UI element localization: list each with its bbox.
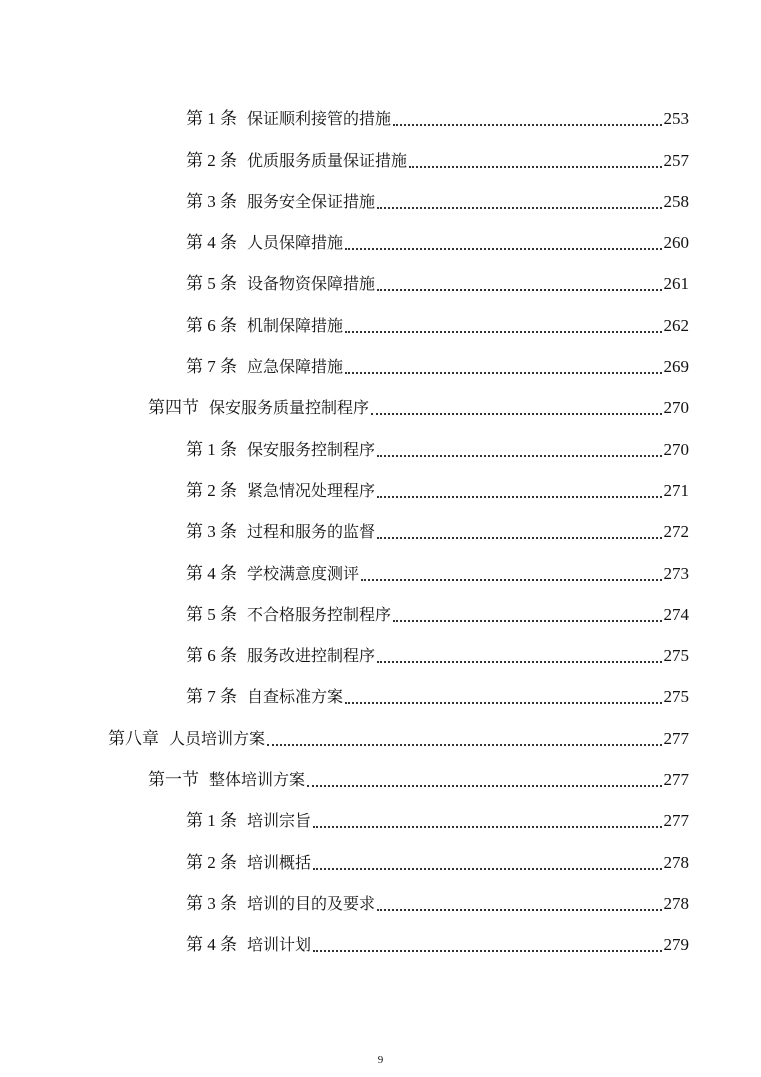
toc-entry-page: 270: [663, 439, 689, 459]
toc-entry-number: 第 4 条: [186, 563, 237, 583]
toc-entry[interactable]: [0, 875, 761, 916]
toc-entry-title: 优质服务质量保证措施: [247, 150, 408, 170]
toc-entry[interactable]: [0, 214, 761, 255]
toc-entry-page: 258: [663, 191, 689, 211]
toc-entry-page: 274: [663, 604, 689, 624]
toc-entry-title: 过程和服务的监督: [247, 522, 376, 542]
toc-entry-title: 培训计划: [247, 935, 312, 955]
toc-entry-number: 第 4 条: [186, 935, 237, 955]
toc-entry-number: 第 6 条: [186, 315, 237, 335]
toc-entry[interactable]: [0, 709, 761, 750]
toc-entry-page: 257: [663, 150, 689, 170]
toc-entry-page: 275: [663, 646, 689, 666]
toc-entry-page: 261: [663, 274, 689, 294]
toc-entry-title: 保安服务控制程序: [247, 439, 376, 459]
toc-entry-title: 设备物资保障措施: [247, 274, 376, 294]
toc-entry-line: [186, 603, 689, 627]
footer-page-number: 9: [377, 1054, 384, 1066]
toc-entry-line: [148, 768, 689, 792]
toc-entry-number: 第 5 条: [186, 604, 237, 624]
toc-dot-leader: [377, 289, 661, 291]
toc-entry-page: 277: [663, 770, 689, 790]
toc-entry-number: 第 7 条: [186, 357, 237, 377]
toc-entry-line: [186, 685, 689, 709]
toc-entry-line: [186, 644, 689, 668]
toc-entry-line: [186, 438, 689, 462]
toc-entry-line: [186, 107, 689, 131]
toc-entry[interactable]: [0, 296, 761, 337]
toc-entry-page: 278: [663, 893, 689, 913]
toc-entry-line: [186, 231, 689, 255]
toc-entry[interactable]: [0, 173, 761, 214]
toc-entry[interactable]: [0, 586, 761, 627]
toc-entry[interactable]: [0, 379, 761, 420]
toc-entry-number: 第 3 条: [186, 893, 237, 913]
toc-entry[interactable]: [0, 833, 761, 874]
toc-entry-title: 培训宗旨: [247, 811, 312, 831]
toc-entry-line: [186, 562, 689, 586]
toc-dot-leader: [377, 661, 661, 663]
toc-entry-page: 277: [663, 728, 689, 748]
table-of-contents: [0, 90, 761, 957]
toc-entry-title: 整体培训方案: [209, 770, 306, 790]
toc-entry[interactable]: [0, 338, 761, 379]
toc-entry-number: 第 2 条: [186, 480, 237, 500]
toc-dot-leader: [313, 950, 661, 952]
toc-entry-number: 第 1 条: [186, 439, 237, 459]
toc-entry-line: [148, 396, 689, 420]
toc-entry-line: [186, 520, 689, 544]
toc-entry-title: 紧急情况处理程序: [247, 480, 376, 500]
toc-dot-leader: [377, 455, 661, 457]
toc-entry-title: 服务安全保证措施: [247, 191, 376, 211]
toc-entry-title: 机制保障措施: [247, 315, 344, 335]
toc-entry-title: 服务改进控制程序: [247, 646, 376, 666]
toc-entry-number: 第 6 条: [186, 646, 237, 666]
toc-entry-line: [186, 851, 689, 875]
toc-entry-line: [186, 314, 689, 338]
toc-entry-title: 不合格服务控制程序: [247, 604, 392, 624]
toc-entry-title: 应急保障措施: [247, 357, 344, 377]
toc-entry-number: 第 2 条: [186, 852, 237, 872]
toc-entry-page: 269: [663, 357, 689, 377]
toc-entry-number: 第 1 条: [186, 109, 237, 129]
toc-entry-page: 275: [663, 687, 689, 707]
toc-entry-number: 第一节: [148, 770, 199, 790]
toc-entry-title: 自查标准方案: [247, 687, 344, 707]
toc-dot-leader: [345, 702, 661, 704]
toc-dot-leader: [371, 413, 661, 415]
toc-dot-leader: [345, 331, 661, 333]
toc-entry[interactable]: [0, 751, 761, 792]
toc-entry-number: 第 2 条: [186, 150, 237, 170]
toc-dot-leader: [345, 372, 661, 374]
toc-entry-line: [186, 809, 689, 833]
toc-entry-line: [186, 892, 689, 916]
toc-dot-leader: [267, 744, 661, 746]
toc-dot-leader: [409, 166, 661, 168]
toc-dot-leader: [393, 620, 661, 622]
toc-dot-leader: [377, 496, 661, 498]
toc-dot-leader: [361, 579, 661, 581]
toc-entry-title: 培训的目的及要求: [247, 893, 376, 913]
toc-entry-line: [186, 355, 689, 379]
toc-entry[interactable]: [0, 627, 761, 668]
toc-dot-leader: [313, 826, 661, 828]
toc-entry-number: 第 5 条: [186, 274, 237, 294]
toc-dot-leader: [345, 248, 661, 250]
toc-entry[interactable]: [0, 792, 761, 833]
toc-entry-line: [186, 272, 689, 296]
toc-entry[interactable]: [0, 916, 761, 957]
toc-entry-title: 培训概括: [247, 852, 312, 872]
toc-entry-page: 270: [663, 398, 689, 418]
toc-entry-title: 保证顺利接管的措施: [247, 109, 392, 129]
toc-entry-title: 人员培训方案: [169, 728, 266, 748]
toc-entry[interactable]: [0, 503, 761, 544]
toc-entry-page: 262: [663, 315, 689, 335]
toc-entry-page: 253: [663, 109, 689, 129]
toc-entry-page: 277: [663, 811, 689, 831]
toc-entry-line: [186, 479, 689, 503]
toc-entry-number: 第四节: [148, 398, 199, 418]
toc-entry-line: [186, 149, 689, 173]
toc-entry-number: 第 4 条: [186, 233, 237, 253]
toc-entry-title: 保安服务质量控制程序: [209, 398, 370, 418]
toc-entry-title: 人员保障措施: [247, 233, 344, 253]
toc-dot-leader: [393, 124, 661, 126]
toc-dot-leader: [377, 537, 661, 539]
toc-entry-line: [186, 933, 689, 957]
toc-entry-page: 278: [663, 852, 689, 872]
toc-entry-line: [108, 727, 689, 751]
toc-entry[interactable]: [0, 420, 761, 461]
toc-entry[interactable]: [0, 462, 761, 503]
toc-entry-page: 279: [663, 935, 689, 955]
toc-entry-number: 第 7 条: [186, 687, 237, 707]
toc-entry-number: 第 3 条: [186, 522, 237, 542]
toc-entry-number: 第 1 条: [186, 811, 237, 831]
toc-entry-number: 第 3 条: [186, 191, 237, 211]
toc-dot-leader: [377, 207, 661, 209]
toc-dot-leader: [313, 868, 661, 870]
toc-entry-page: 271: [663, 480, 689, 500]
toc-entry-title: 学校满意度测评: [247, 563, 360, 583]
toc-dot-leader: [377, 909, 661, 911]
toc-entry-page: 272: [663, 522, 689, 542]
toc-entry-page: 260: [663, 233, 689, 253]
toc-entry[interactable]: [0, 90, 761, 131]
toc-entry-page: 273: [663, 563, 689, 583]
toc-entry[interactable]: [0, 544, 761, 585]
toc-entry-number: 第八章: [108, 728, 159, 748]
toc-entry[interactable]: [0, 668, 761, 709]
toc-entry[interactable]: [0, 131, 761, 172]
toc-dot-leader: [307, 785, 661, 787]
toc-entry[interactable]: [0, 255, 761, 296]
toc-entry-line: [186, 190, 689, 214]
